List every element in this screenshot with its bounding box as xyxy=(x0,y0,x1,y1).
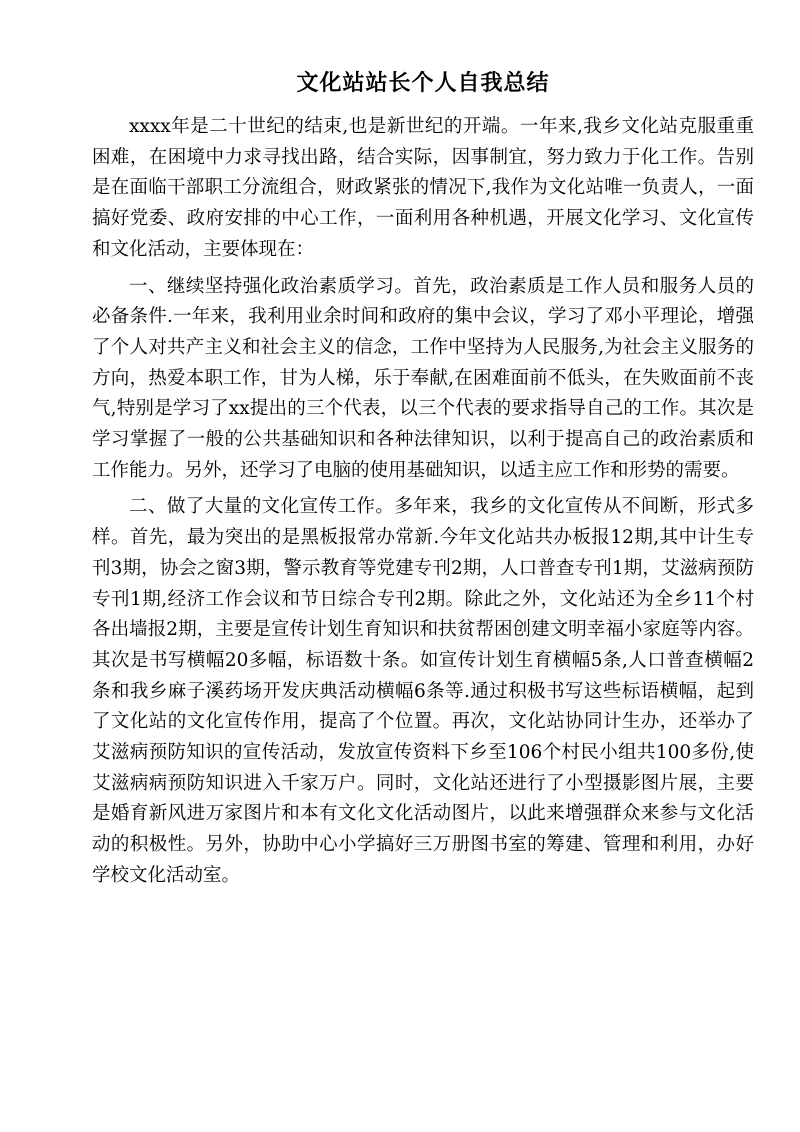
paragraph-section-one: 一、继续坚持强化政治素质学习。首先，政治素质是工作人员和服务人员的必备条件.一年来，我利用业余时间和政府的集中会议，学习了邓小平理论，增强了个人对共产主义和社会主义的信念，工作中坚持为人民服务,为社会主义服务的方向，热爱本职工作，甘为人梯，乐于奉献,在困难面前不低头，在失败面前不丧气,特别是学习了xx提出的三个代表，以三个代表的要求指导自己的工作。其次是学习掌握了一般的公共基础知识和各种法律知识，以利于提高自己的政治素质和工作能力。另外，还学习了电脑的使用基础知识，以适主应工作和形势的需要。 xyxy=(92,275,754,481)
paragraph-intro: xxxx年是二十世纪的结束,也是新世纪的开端。一年来,我乡文化站克服重重困难，在困境中力求寻找出路，结合实际，因事制宜，努力致力于化工作。告别是在面临干部职工分流组合，财政紧张的情况下,我作为文化站唯一负责人，一面搞好党委、政府安排的中心工作，一面利用各种机遇，开展文化学习、文化宣传和文化活动，主要体现在： xyxy=(92,116,754,260)
document-page xyxy=(92,62,754,898)
document-title: 文化站站长个人自我总结 xyxy=(296,71,550,96)
paragraph-section-two: 二、做了大量的文化宣传工作。多年来，我乡的文化宣传从不间断，形式多样。首先，最为突出的是黑板报常办常新.今年文化站共办板报12期,其中计生专刊3期，协会之窗3期，警示教育等党建专刊2期，人口普查专刊1期，艾滋病预防专刊1期,经济工作会议和节日综合专刊2期。除此之外，文化站还为全乡11个村各出墙报2期，主要是宣传计划生育知识和扶贫帮困创建文明幸福小家庭等内容。其次是书写横幅20多幅，标语数十条。如宣传计划生育横幅5条,人口普查横幅2条和我乡麻子溪药场开发庆典活动横幅6条等.通过积极书写这些标语横幅，起到了文化站的文化宣传作用，提高了个位置。再次，文化站协同计生办，还举办了艾滋病预防知识的宣传活动，发放宣传资料下乡至106个村民小组共100多份,使艾滋病病预防知识进入千家万户。同时，文化站还进行了小型摄影图片展，主要是婚育新风进万家图片和本有文化文化活动图片，以此来增强群众来参与文化活动的积极性。另外，协助中心小学搞好三万册图书室的筹建、管理和利用，办好学校文化活动室。 xyxy=(92,496,754,886)
